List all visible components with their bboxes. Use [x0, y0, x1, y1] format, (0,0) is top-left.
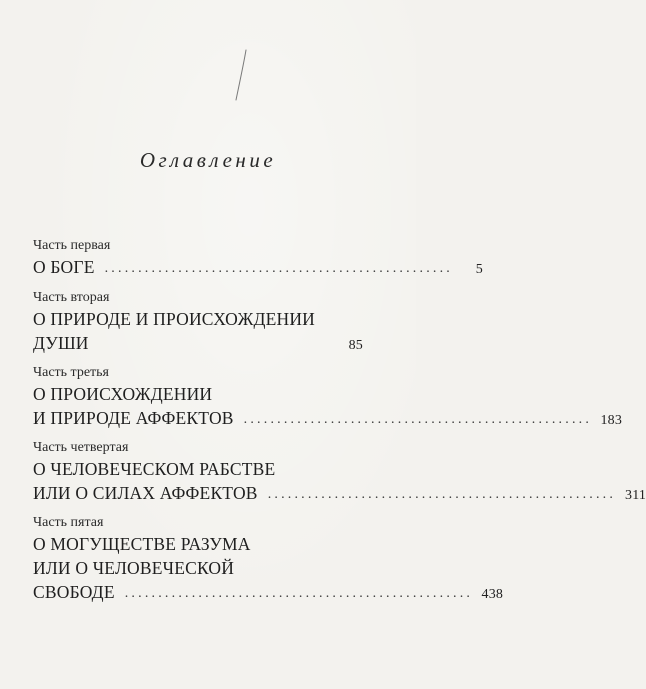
part-title: ИЛИ О ЧЕЛОВЕЧЕСКОЙ: [33, 558, 235, 578]
part-title-line: [33, 255, 483, 279]
part-title-line: [33, 406, 623, 430]
part-title-line: [33, 556, 363, 580]
part-title: ДУШИ: [33, 333, 89, 353]
leader-dots: ....................................................: [267, 487, 617, 502]
page-number[interactable]: 5: [475, 262, 483, 277]
toc-part-5: [33, 514, 504, 604]
page-title: Оглавление: [139, 148, 277, 172]
part-title-line: [33, 307, 363, 331]
toc-part-4: [33, 439, 646, 505]
part-title: ИЛИ О СИЛАХ АФФЕКТОВ: [33, 483, 258, 503]
leader-dots: ....................................................: [124, 586, 474, 601]
toc-part-1: [33, 237, 483, 279]
part-title: О МОГУЩЕСТВЕ РАЗУМА: [33, 534, 251, 554]
part-title: О ПРОИСХОЖДЕНИИ: [33, 384, 213, 404]
part-title-line: [33, 580, 504, 604]
part-title-line: [33, 457, 363, 481]
part-label: Часть вторая: [33, 290, 110, 305]
page-number[interactable]: 311: [625, 488, 646, 503]
part-title: СВОБОДЕ: [33, 582, 115, 602]
page-number[interactable]: 438: [481, 587, 504, 602]
table-of-contents: [33, 237, 646, 604]
part-label: Часть пятая: [33, 515, 104, 530]
part-title-line: [33, 481, 646, 505]
part-title: О ПРИРОДЕ И ПРОИСХОЖДЕНИИ: [33, 309, 316, 329]
part-label: Часть первая: [33, 238, 111, 253]
page-number[interactable]: 183: [600, 413, 623, 428]
part-title-line: [33, 382, 363, 406]
part-title: О ЧЕЛОВЕЧЕСКОМ РАБСТВЕ: [33, 459, 276, 479]
part-label: Часть четвертая: [33, 440, 129, 455]
pencil-mark-icon: [232, 48, 252, 104]
part-title-line: [33, 331, 363, 355]
part-title-line: [33, 532, 363, 556]
leader-dots: ....................................................: [104, 261, 453, 276]
part-label: Часть третья: [33, 365, 109, 380]
toc-part-3: [33, 364, 623, 430]
part-title: И ПРИРОДЕ АФФЕКТОВ: [33, 408, 234, 428]
part-title: О БОГЕ: [33, 257, 95, 277]
toc-part-2: [33, 289, 363, 355]
leader-dots: ....................................................: [243, 412, 593, 427]
page-number[interactable]: 85: [348, 338, 363, 353]
